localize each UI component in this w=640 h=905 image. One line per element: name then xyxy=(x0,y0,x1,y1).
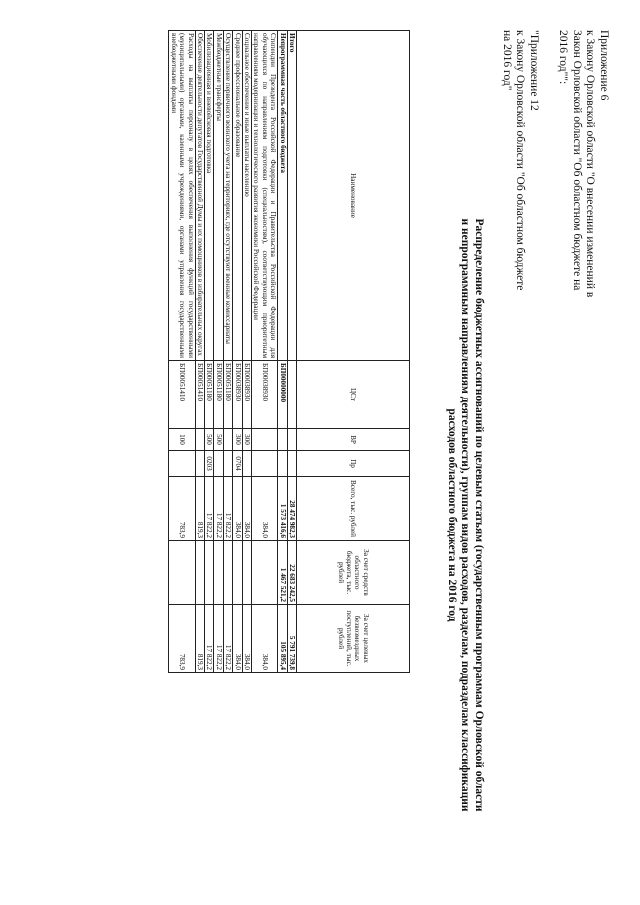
cell-vr: 100 xyxy=(169,429,195,451)
document-title xyxy=(445,165,486,865)
cell-vr xyxy=(223,429,232,451)
table-row xyxy=(278,31,287,673)
table-header-row xyxy=(297,31,410,673)
cell-vr: 500 xyxy=(214,429,223,451)
cell-total: 1 573 416,6 xyxy=(278,477,287,541)
appendix-12-note xyxy=(500,30,541,290)
appendix-line: Приложение 6 xyxy=(598,30,610,101)
cell-cst: БП00051180 xyxy=(223,361,232,429)
cell-vr: 300 xyxy=(233,429,242,451)
cell-name: Непрограммная часть областного бюджета xyxy=(278,31,287,361)
cell-total: 17 822,2 xyxy=(223,477,232,541)
cell-regional xyxy=(204,541,213,605)
cell-total: 17 822,2 xyxy=(214,477,223,541)
cell-gratuitous: 17 822,2 xyxy=(214,605,223,673)
cell-vr: 300 xyxy=(242,429,251,451)
cell-cst: БП00051410 xyxy=(169,361,195,429)
cell-name: Стипендии Президента Российской Федерации и Правительства Российской Федерации для обучающихся по направлениям подготовки (специальностям), соответствующим приоритетным направлениям модернизации и технологического развития экономики Российской Федерации xyxy=(251,31,277,361)
cell-regional xyxy=(251,541,277,605)
cell-pr: 0203 xyxy=(204,451,213,477)
cell-regional xyxy=(169,541,195,605)
cell-vr xyxy=(278,429,287,451)
cell-gratuitous: 384,0 xyxy=(242,605,251,673)
table-row xyxy=(242,31,251,673)
cell-cst: БП00038930 xyxy=(251,361,277,429)
cell-regional xyxy=(214,541,223,605)
cell-pr xyxy=(242,451,251,477)
cell-vr xyxy=(251,429,277,451)
cell-gratuitous: 819,3 xyxy=(195,605,204,673)
cell-pr xyxy=(214,451,223,477)
title-line: Распределение бюджетных ассигнований по целевым статьям (государственным программам Орловской области xyxy=(473,218,485,812)
col-header-pr: Пр xyxy=(297,451,410,477)
cell-name: Расходы на выплаты персоналу в целях обеспечения выполнения функций государственными (муниципальными) органами, казенными учреждениями, органами управления государственными внебюджетными фондами xyxy=(169,31,195,361)
cell-name: Осуществление первичного воинского учета на территориях, где отсутствуют военные комиссариаты xyxy=(223,31,232,361)
title-line: расходов областного бюджета на 2016 год xyxy=(446,408,458,622)
cell-cst: БП00051180 xyxy=(204,361,213,429)
col-header-regional: За счет средств областного бюджета, тыс. рублей xyxy=(297,541,410,605)
cell-cst xyxy=(287,361,296,429)
cell-pr xyxy=(195,451,204,477)
cell-gratuitous: 17 822,2 xyxy=(204,605,213,673)
cell-regional xyxy=(195,541,204,605)
cell-total: 384,0 xyxy=(242,477,251,541)
appendix-line: "Приложение 12 xyxy=(528,30,540,111)
table-row xyxy=(287,31,296,673)
cell-regional xyxy=(242,541,251,605)
cell-gratuitous: 384,0 xyxy=(251,605,277,673)
cell-pr xyxy=(287,451,296,477)
appendix-line: 2016 год"": xyxy=(557,30,570,85)
col-header-name: Наименование xyxy=(297,31,410,361)
title-line: и непрограммным направлениям деятельности), группам видов расходов, разделам, подразделам классификации xyxy=(459,218,472,812)
col-header-gratuitous: За счет целевых безвозмездных поступлений, тыс. рублей xyxy=(297,605,410,673)
cell-pr: 0704 xyxy=(233,451,242,477)
cell-name: Среднее профессиональное образование xyxy=(233,31,242,361)
cell-cst: БП00051180 xyxy=(214,361,223,429)
table-row xyxy=(233,31,242,673)
cell-regional xyxy=(223,541,232,605)
appendix-6-note xyxy=(556,30,610,297)
table-row xyxy=(195,31,204,673)
col-header-cst: ЦСт xyxy=(297,361,410,429)
cell-total: 384,0 xyxy=(233,477,242,541)
cell-total: 28 474 982,3 xyxy=(287,477,296,541)
cell-name: Социальное обеспечение и иные выплаты населению xyxy=(242,31,251,361)
table-row xyxy=(169,31,195,673)
table-row xyxy=(204,31,213,673)
cell-pr xyxy=(251,451,277,477)
appendix-line: Закон Орловской области "Об областном бюджете на xyxy=(571,30,583,291)
col-header-total: Всего, тыс. рублей xyxy=(297,477,410,541)
cell-pr xyxy=(169,451,195,477)
cell-gratuitous: 17 822,2 xyxy=(223,605,232,673)
cell-total: 17 822,2 xyxy=(204,477,213,541)
cell-vr xyxy=(287,429,296,451)
col-header-vr: ВР xyxy=(297,429,410,451)
cell-gratuitous: 384,0 xyxy=(233,605,242,673)
cell-name: Итого xyxy=(287,31,296,361)
table-row xyxy=(251,31,277,673)
cell-pr xyxy=(278,451,287,477)
cell-gratuitous: 783,9 xyxy=(169,605,195,673)
cell-regional: 22 683 242,5 xyxy=(287,541,296,605)
cell-cst: БП00038930 xyxy=(242,361,251,429)
cell-regional: 1 467 521,2 xyxy=(278,541,287,605)
cell-name: Межбюджетные трансферты xyxy=(214,31,223,361)
cell-cst: БП00038930 xyxy=(233,361,242,429)
budget-table xyxy=(168,30,410,673)
appendix-line: к Закону Орловской области "О внесении изменений в xyxy=(584,30,597,298)
table-row xyxy=(223,31,232,673)
cell-total: 783,9 xyxy=(169,477,195,541)
appendix-line: на 2016 год" xyxy=(501,30,513,91)
cell-total: 384,0 xyxy=(251,477,277,541)
table-row xyxy=(214,31,223,673)
cell-cst: БП00000000 xyxy=(278,361,287,429)
cell-cst: БП00051410 xyxy=(195,361,204,429)
cell-name: Мобилизационная и вневойсковая подготовка xyxy=(204,31,213,361)
cell-gratuitous: 5 791 739,8 xyxy=(287,605,296,673)
appendix-line: к Закону Орловской области "Об областном бюджете xyxy=(514,30,527,291)
cell-name: Обеспечение деятельности депутатов Государственной Думы и их помощников в избирательных округах xyxy=(195,31,204,361)
cell-vr: 500 xyxy=(204,429,213,451)
cell-regional xyxy=(233,541,242,605)
cell-gratuitous: 105 895,4 xyxy=(278,605,287,673)
cell-vr xyxy=(195,429,204,451)
cell-pr xyxy=(223,451,232,477)
cell-total: 819,3 xyxy=(195,477,204,541)
